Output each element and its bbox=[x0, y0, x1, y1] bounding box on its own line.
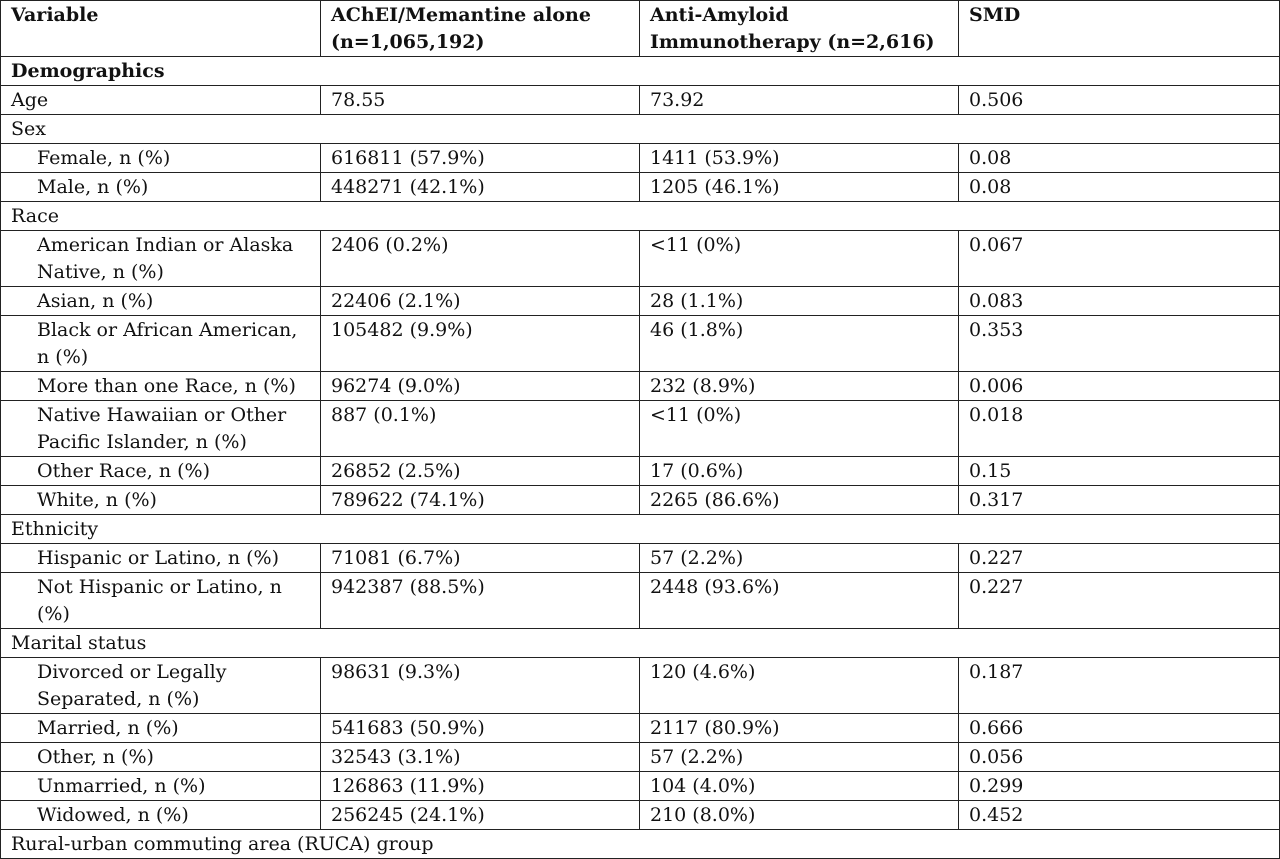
anti-amyloid-cell: 120 (4.6%) bbox=[640, 658, 959, 714]
anti-amyloid-cell: 2448 (93.6%) bbox=[640, 573, 959, 629]
group-row bbox=[1, 629, 1280, 658]
group-heading: Marital status bbox=[1, 629, 1280, 658]
variable-cell: Married, n (%) bbox=[1, 714, 321, 743]
anti-amyloid-cell: 57 (2.2%) bbox=[640, 544, 959, 573]
table-row bbox=[1, 173, 1280, 202]
header-variable: Variable bbox=[1, 1, 321, 57]
table-row bbox=[1, 86, 1280, 115]
table-body bbox=[1, 57, 1280, 859]
variable-cell: Black or African American, n (%) bbox=[1, 316, 321, 372]
anti-amyloid-cell: 17 (0.6%) bbox=[640, 457, 959, 486]
header-row bbox=[1, 1, 1280, 57]
variable-cell: Divorced or Legally Separated, n (%) bbox=[1, 658, 321, 714]
achei-memantine-cell: 541683 (50.9%) bbox=[321, 714, 640, 743]
anti-amyloid-cell: <11 (0%) bbox=[640, 401, 959, 457]
achei-memantine-cell: 22406 (2.1%) bbox=[321, 287, 640, 316]
anti-amyloid-cell: 232 (8.9%) bbox=[640, 372, 959, 401]
table-row bbox=[1, 457, 1280, 486]
smd-cell: 0.452 bbox=[959, 801, 1280, 830]
achei-memantine-cell: 256245 (24.1%) bbox=[321, 801, 640, 830]
variable-cell: Age bbox=[1, 86, 321, 115]
table-row bbox=[1, 231, 1280, 287]
achei-memantine-cell: 2406 (0.2%) bbox=[321, 231, 640, 287]
variable-cell: Widowed, n (%) bbox=[1, 801, 321, 830]
smd-cell: 0.187 bbox=[959, 658, 1280, 714]
smd-cell: 0.299 bbox=[959, 772, 1280, 801]
anti-amyloid-cell: 28 (1.1%) bbox=[640, 287, 959, 316]
variable-cell: Female, n (%) bbox=[1, 144, 321, 173]
variable-cell: Hispanic or Latino, n (%) bbox=[1, 544, 321, 573]
achei-memantine-cell: 105482 (9.9%) bbox=[321, 316, 640, 372]
group-heading: Ethnicity bbox=[1, 515, 1280, 544]
smd-cell: 0.08 bbox=[959, 144, 1280, 173]
group-heading: Rural-urban commuting area (RUCA) group bbox=[1, 830, 1280, 859]
smd-cell: 0.08 bbox=[959, 173, 1280, 202]
smd-cell: 0.227 bbox=[959, 544, 1280, 573]
anti-amyloid-cell: 2265 (86.6%) bbox=[640, 486, 959, 515]
achei-memantine-cell: 71081 (6.7%) bbox=[321, 544, 640, 573]
variable-cell: Native Hawaiian or Other Pacific Islander, n (%) bbox=[1, 401, 321, 457]
group-heading: Sex bbox=[1, 115, 1280, 144]
achei-memantine-cell: 32543 (3.1%) bbox=[321, 743, 640, 772]
achei-memantine-cell: 96274 (9.0%) bbox=[321, 372, 640, 401]
group-row bbox=[1, 515, 1280, 544]
anti-amyloid-cell: <11 (0%) bbox=[640, 231, 959, 287]
achei-memantine-cell: 126863 (11.9%) bbox=[321, 772, 640, 801]
variable-cell: Not Hispanic or Latino, n (%) bbox=[1, 573, 321, 629]
table-row bbox=[1, 372, 1280, 401]
variable-cell: Asian, n (%) bbox=[1, 287, 321, 316]
smd-cell: 0.227 bbox=[959, 573, 1280, 629]
table-row bbox=[1, 144, 1280, 173]
smd-cell: 0.317 bbox=[959, 486, 1280, 515]
smd-cell: 0.067 bbox=[959, 231, 1280, 287]
achei-memantine-cell: 448271 (42.1%) bbox=[321, 173, 640, 202]
anti-amyloid-cell: 46 (1.8%) bbox=[640, 316, 959, 372]
smd-cell: 0.006 bbox=[959, 372, 1280, 401]
achei-memantine-cell: 616811 (57.9%) bbox=[321, 144, 640, 173]
variable-cell: American Indian or Alaska Native, n (%) bbox=[1, 231, 321, 287]
variable-cell: Male, n (%) bbox=[1, 173, 321, 202]
smd-cell: 0.15 bbox=[959, 457, 1280, 486]
table-row bbox=[1, 287, 1280, 316]
table-row bbox=[1, 401, 1280, 457]
table-row bbox=[1, 714, 1280, 743]
anti-amyloid-cell: 2117 (80.9%) bbox=[640, 714, 959, 743]
anti-amyloid-cell: 1205 (46.1%) bbox=[640, 173, 959, 202]
smd-cell: 0.056 bbox=[959, 743, 1280, 772]
anti-amyloid-cell: 73.92 bbox=[640, 86, 959, 115]
anti-amyloid-cell: 210 (8.0%) bbox=[640, 801, 959, 830]
achei-memantine-cell: 78.55 bbox=[321, 86, 640, 115]
group-row bbox=[1, 115, 1280, 144]
smd-cell: 0.353 bbox=[959, 316, 1280, 372]
variable-cell: White, n (%) bbox=[1, 486, 321, 515]
variable-cell: Other Race, n (%) bbox=[1, 457, 321, 486]
group-heading: Race bbox=[1, 202, 1280, 231]
table-row bbox=[1, 573, 1280, 629]
header-anti-amyloid: Anti-Amyloid Immunotherapy (n=2,616) bbox=[640, 1, 959, 57]
anti-amyloid-cell: 104 (4.0%) bbox=[640, 772, 959, 801]
variable-cell: More than one Race, n (%) bbox=[1, 372, 321, 401]
achei-memantine-cell: 789622 (74.1%) bbox=[321, 486, 640, 515]
table-row bbox=[1, 544, 1280, 573]
achei-memantine-cell: 98631 (9.3%) bbox=[321, 658, 640, 714]
smd-cell: 0.018 bbox=[959, 401, 1280, 457]
table-row bbox=[1, 316, 1280, 372]
achei-memantine-cell: 942387 (88.5%) bbox=[321, 573, 640, 629]
anti-amyloid-cell: 1411 (53.9%) bbox=[640, 144, 959, 173]
table-row bbox=[1, 801, 1280, 830]
smd-cell: 0.506 bbox=[959, 86, 1280, 115]
smd-cell: 0.666 bbox=[959, 714, 1280, 743]
variable-cell: Unmarried, n (%) bbox=[1, 772, 321, 801]
group-row bbox=[1, 202, 1280, 231]
section-heading: Demographics bbox=[1, 57, 1280, 86]
achei-memantine-cell: 887 (0.1%) bbox=[321, 401, 640, 457]
header-achei-memantine: AChEI/Memantine alone (n=1,065,192) bbox=[321, 1, 640, 57]
variable-cell: Other, n (%) bbox=[1, 743, 321, 772]
section-row bbox=[1, 57, 1280, 86]
achei-memantine-cell: 26852 (2.5%) bbox=[321, 457, 640, 486]
table-row bbox=[1, 486, 1280, 515]
table-row bbox=[1, 772, 1280, 801]
table-row bbox=[1, 743, 1280, 772]
smd-cell: 0.083 bbox=[959, 287, 1280, 316]
anti-amyloid-cell: 57 (2.2%) bbox=[640, 743, 959, 772]
group-row bbox=[1, 830, 1280, 859]
header-smd: SMD bbox=[959, 1, 1280, 57]
table-row bbox=[1, 658, 1280, 714]
